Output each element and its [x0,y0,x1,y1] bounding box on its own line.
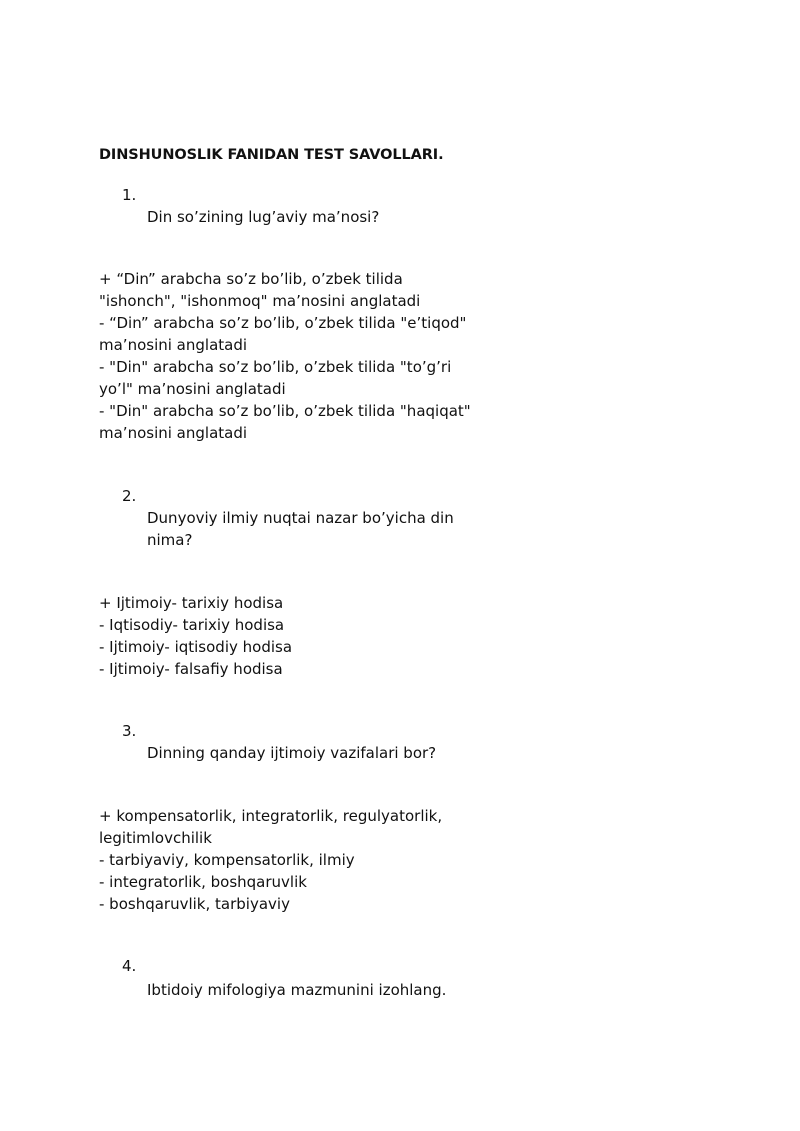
answer-option: - “Din” arabcha so’z bo’lib, o’zbek tilida "e’tiqod" ma’nosini anglatadi [99,314,467,354]
answer-option: - Ijtimoiy- falsafiy hodisa [99,660,283,678]
question-2-answers [99,592,499,680]
answer-option: - Iqtisodiy- tarixiy hodisa [99,616,285,634]
answer-option: - integratorlik, boshqaruvlik [99,873,307,891]
answer-option: + kompensatorlik, integratorlik, regulyatorlik, legitimlovchilik [99,807,443,847]
question-1-answers [99,268,484,444]
answer-option: - tarbiyaviy, kompensatorlik, ilmiy [99,851,355,869]
question-2-number: 2. [122,487,137,505]
answer-option: - "Din" arabcha so’z bo’lib, o’zbek tilida "haqiqat" ma’nosini anglatadi [99,402,471,442]
question-4-text: Ibtidoiy mifologiya mazmunini izohlang. [147,981,447,999]
question-4-number: 4. [122,957,137,975]
answer-option: - "Din" arabcha so’z bo’lib, o’zbek tilida "to’g’ri yo’l" ma’nosini anglatadi [99,358,452,398]
answer-option: - boshqaruvlik, tarbiyaviy [99,895,290,913]
question-1-text: Din so’zining lug’aviy ma’nosi? [147,208,380,226]
question-3-text: Dinning qanday ijtimoiy vazifalari bor? [147,744,437,762]
question-2-text: Dunyoviy ilmiy nuqtai nazar bo’yicha din nima? [147,509,454,549]
answer-option: + “Din” arabcha so’z bo’lib, o’zbek tilida "ishonch", "ishonmoq" ma’nosini anglatadi [99,270,421,310]
answer-option: + Ijtimoiy- tarixiy hodisa [99,594,284,612]
answer-option: - Ijtimoiy- iqtisodiy hodisa [99,638,293,656]
question-3-answers [99,805,469,915]
question-3-number: 3. [122,722,137,740]
document-title: DINSHUNOSLIK FANIDAN TEST SAVOLLARI. [99,147,444,163]
question-1-number: 1. [122,186,137,204]
